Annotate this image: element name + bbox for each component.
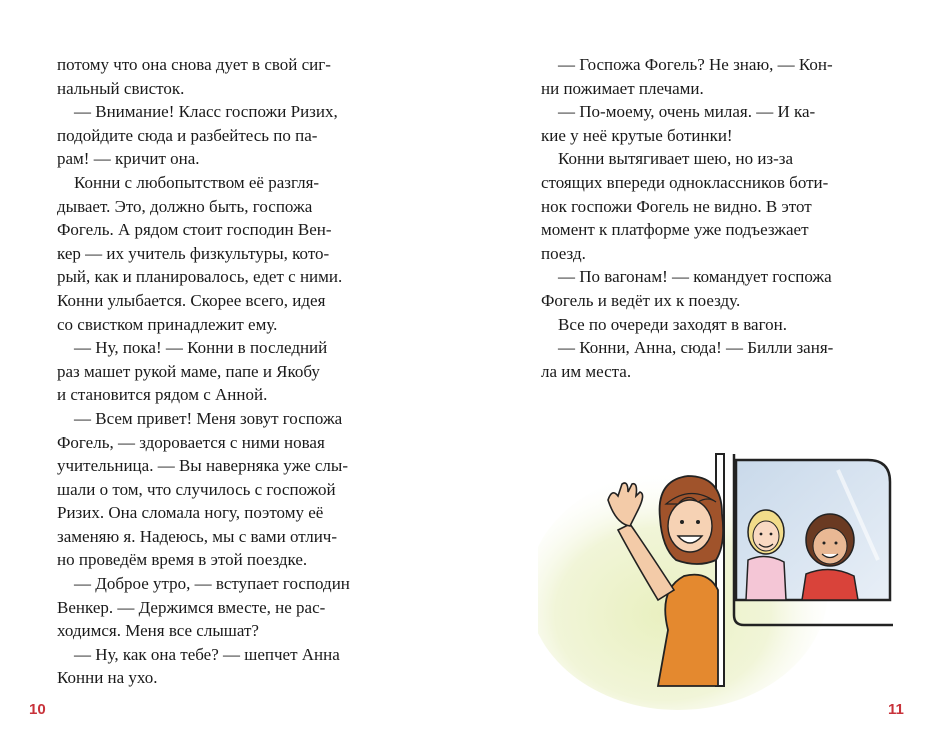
text-line: кие у неё крутые ботинки! <box>541 125 733 145</box>
text-line: дывает. Это, должно быть, госпожа <box>57 196 313 216</box>
train-window-illustration <box>538 440 898 710</box>
text-line: Фогель. А рядом стоит господин Вен- <box>57 220 332 240</box>
text-line: Венкер. — Держимся вместе, не рас- <box>57 597 326 617</box>
text-line: кер — их учитель физкультуры, кото- <box>57 243 330 263</box>
text-line: Фогель и ведёт их к поезду. <box>541 290 741 310</box>
text-line: — Ну, как она тебе? — шепчет Анна <box>74 644 340 664</box>
text-line: момент к платформе уже подъезжает <box>541 220 809 240</box>
text-line: — Ну, пока! — Конни в последний <box>74 338 328 358</box>
text-line: — Всем привет! Меня зовут госпожа <box>74 408 343 428</box>
text-line: потому что она снова дует в свой сиг- <box>57 55 331 74</box>
text-line: ни пожимает плечами. <box>541 78 704 98</box>
text-line: заменяю я. Надеюсь, мы с вами отлич- <box>57 526 338 546</box>
text-line: Конни с любопытством её разгля- <box>74 172 320 192</box>
text-line: нок госпожи Фогель не видно. В этот <box>541 196 812 216</box>
text-line: — Конни, Анна, сюда! — Билли заня- <box>558 338 834 358</box>
text-line: со свистком принадлежит ему. <box>57 314 278 334</box>
text-line: рый, как и планировалось, едет с ними. <box>57 267 343 287</box>
text-line: Все по очереди заходят в вагон. <box>558 314 788 334</box>
text-line: стоящих впереди одноклассников боти- <box>541 172 829 192</box>
text-line: Фогель, — здоровается с ними новая <box>57 432 325 452</box>
text-line: ходимся. Меня все слышат? <box>57 621 259 641</box>
text-line: — По-моему, очень милая. — И ка- <box>558 102 816 122</box>
text-line: раз машет рукой маме, папе и Якобу <box>57 361 320 381</box>
page-number-left: 10 <box>29 701 46 718</box>
text-line: нальный свисток. <box>57 78 185 98</box>
text-line: — Внимание! Класс госпожи Ризих, <box>74 102 338 122</box>
text-line: шали о том, что случилось с госпожой <box>57 479 336 499</box>
text-line: — Доброе утро, — вступает господин <box>74 574 350 594</box>
left-page-text <box>57 53 397 690</box>
text-line: но проведём время в этой поездке. <box>57 550 308 570</box>
text-line: поезд. <box>541 243 586 263</box>
text-line: Конни на ухо. <box>57 668 158 688</box>
text-line: Конни улыбается. Скорее всего, идея <box>57 290 326 310</box>
text-line: — Госпожа Фогель? Не знаю, — Кон- <box>558 55 833 74</box>
text-line: рам! — кричит она. <box>57 149 200 169</box>
text-line: учительница. — Вы наверняка уже слы- <box>57 456 348 476</box>
text-line: подойдите сюда и разбейтесь по па- <box>57 125 318 145</box>
page-number-right: 11 <box>888 701 904 718</box>
text-line: — По вагонам! — командует госпожа <box>558 267 832 287</box>
text-line: ла им места. <box>541 361 632 381</box>
text-line: и становится рядом с Анной. <box>57 385 268 405</box>
text-line: Конни вытягивает шею, но из-за <box>558 149 794 169</box>
text-line: Ризих. Она сломала ногу, поэтому её <box>57 503 324 523</box>
right-page-text <box>541 53 886 383</box>
